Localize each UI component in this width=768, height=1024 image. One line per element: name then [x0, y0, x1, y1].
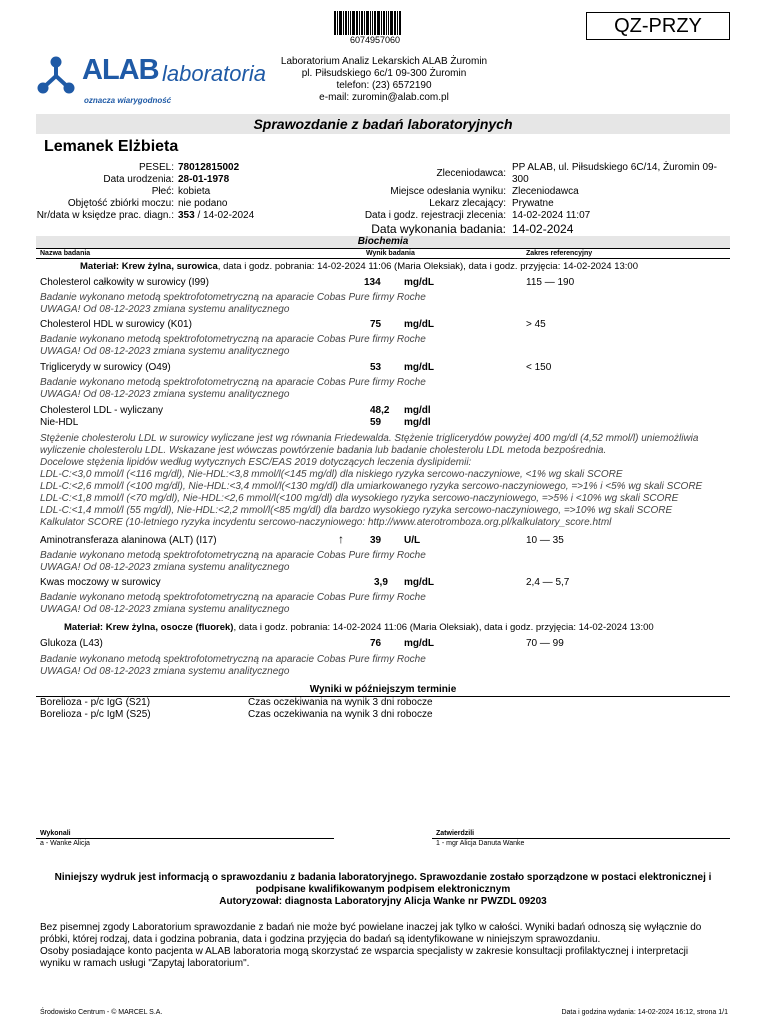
- footer-terms-line: Osoby posiadające konto pacjenta w ALAB laboratoria mogą skorzystać ze wsparcia specjalisty w zakresie konsultacji profilaktycznej i interpretacji: [40, 946, 689, 957]
- stamp-text: QZ-PRZY: [614, 15, 702, 37]
- dob-label: Data urodzenia:: [103, 174, 174, 185]
- ldl-note-line: LDL-C:<1,8 mmol/l (<70 mg/dl), Nie-HDL:<2,6 mmol/l(<100 mg/dl) dla wysokiego ryzyka sercowo-naczyniowego, =>5% i <10% wg skali SCORE: [40, 493, 679, 504]
- test-alt-method: Badanie wykonano metodą spektrofotometryczną na aparacie Cobas Pure firmy Roche: [40, 550, 426, 561]
- test-tg-value: 53: [370, 362, 382, 373]
- test-nonhdl-value: 59: [370, 417, 382, 428]
- col-result: Wynik badania: [366, 250, 415, 257]
- material-1-details: , data i godz. pobrania: 14-02-2024 11:06 (Maria Oleksiak), data i godz. przyjęcia: 14-02-2024 13:00: [217, 261, 638, 272]
- footer-notice: [36, 872, 730, 908]
- test-glu-range: 70 — 99: [526, 638, 564, 649]
- col-name: Nazwa badania: [40, 250, 91, 257]
- test-ldl-value: 48,2: [370, 405, 390, 416]
- send-label: Miejsce odesłania wyniku:: [390, 186, 506, 197]
- lab-address: pl. Piłsudskiego 6c/1 09-300 Żuromin: [301, 68, 467, 79]
- test-ldl-unit: mg/dl: [404, 405, 431, 416]
- test-tg-method: Badanie wykonano metodą spektrofotometryczną na aparacie Cobas Pure firmy Roche: [40, 377, 426, 388]
- sex-label: Płeć:: [151, 186, 174, 197]
- test-glu-value: 76: [370, 638, 382, 649]
- ldl-note-line: wyliczenie cholesterolu LDL. Wskazane jest wówczas powtórzenie badania lub badanie cholesterolu LDL metoda bezpośrednia.: [40, 445, 607, 456]
- barcode-number: 6074957060: [349, 35, 401, 45]
- material-2-details: , data i godz. pobrania: 14-02-2024 11:06 (Maria Oleksiak), data i godz. przyjęcia: 14-02-2024 13:00: [233, 622, 654, 633]
- test-hdl-name: Cholesterol HDL w surowicy (K01): [40, 319, 192, 330]
- pesel-label: PESEL:: [138, 162, 174, 173]
- test-alt-name: Aminotransferaza alaninowa (ALT) (I17): [40, 535, 217, 546]
- nr-date: / 14-02-2024: [197, 210, 255, 221]
- test-hdl-warning: UWAGA! Od 08-12-2023 zmiana systemu analitycznego: [40, 346, 290, 357]
- test-hdl-unit: mg/dL: [404, 319, 434, 330]
- alab-logo: [36, 54, 266, 110]
- test-alt-warning: UWAGA! Od 08-12-2023 zmiana systemu analitycznego: [40, 562, 290, 573]
- approved-label: Zatwierdzili: [436, 830, 475, 837]
- done-value: a - Wanke Alicja: [40, 840, 90, 847]
- test-hdl-method: Badanie wykonano metodą spektrofotometryczną na aparacie Cobas Pure firmy Roche: [40, 334, 426, 345]
- columns-bottom-rule: [36, 258, 730, 259]
- later-row-name: Borelioza - p/c IgG (S21): [40, 697, 151, 708]
- ldl-notes: [40, 433, 730, 529]
- logo-sub: laboratoria: [162, 61, 266, 86]
- bottom-right: Data i godzina wydania: 14-02-2024 16:12, strona 1/1: [561, 1009, 728, 1016]
- test-uric-warning: UWAGA! Od 08-12-2023 zmiana systemu analitycznego: [40, 604, 290, 615]
- footer-terms-line: Bez pisemnej zgody Laboratorium sprawozdanie z badań nie może być powielane inaczej jak tylko w całości. Wyniki badań odnoszą się wyłącznie do: [40, 922, 702, 933]
- test-glu-name: Glukoza (L43): [40, 638, 103, 649]
- send-value: Zleceniodawca: [512, 186, 579, 197]
- test-chol-range: 115 — 190: [526, 277, 575, 288]
- done-label: Wykonali: [40, 830, 71, 837]
- ldl-note-line: LDL-C:<2,6 mmol/l (<100 mg/dl), Nie-HDL:<3,4 mmol/l(<130 mg/dl) dla umiarkowanego ryzyka sercowo-naczyniowego, =>1% i <5% wg skali SCORE: [40, 481, 703, 492]
- patient-block: [36, 162, 366, 222]
- lab-phone: telefon: (23) 6572190: [336, 80, 432, 91]
- test-glu-warning: UWAGA! Od 08-12-2023 zmiana systemu analitycznego: [40, 666, 290, 677]
- test-hdl-range: > 45: [526, 319, 546, 330]
- doctor-label: Lekarz zlecający:: [429, 198, 506, 209]
- test-tg-unit: mg/dL: [404, 362, 434, 373]
- ldl-note-line: Kalkulator SCORE (10-letniego ryzyka incydentu sercowo-naczyniowego: http://www.aterotromboza.org.pl/kalkulatory_score.html: [40, 517, 612, 528]
- dob-value: 28-01-1978: [178, 174, 230, 185]
- stamp-box: [586, 12, 730, 40]
- later-row-name: Borelioza - p/c IgM (S25): [40, 709, 151, 720]
- test-chol-value: 134: [364, 277, 381, 288]
- test-uric-unit: mg/dL: [404, 577, 434, 588]
- test-uric-method: Badanie wykonano metodą spektrofotometryczną na aparacie Cobas Pure firmy Roche: [40, 592, 426, 603]
- ldl-note-line: Stężenie cholesterolu LDL w surowicy wyliczane jest wg równania Friedewalda. Stężenie triglicerydów powyżej 400 mg/dl (4,52 mmol/l) uniemożliwia: [40, 433, 699, 444]
- report-title-bar: [36, 114, 730, 134]
- sex-value: kobieta: [178, 186, 211, 197]
- volume-value: nie podano: [178, 198, 228, 209]
- exec-label: Data wykonania badania:: [371, 222, 506, 236]
- footer-notice-line: Niniejszy wydruk jest informacją o sprawozdaniu z badania laboratoryjnego. Sprawozdanie zostało sporządzone w postaci elektronicznej i: [54, 872, 712, 883]
- test-tg-warning: UWAGA! Od 08-12-2023 zmiana systemu analitycznego: [40, 389, 290, 400]
- test-tg-range: < 150: [526, 362, 552, 373]
- later-row-info: Czas oczekiwania na wynik 3 dni robocze: [248, 697, 433, 708]
- test-ldl-name: Cholesterol LDL - wyliczany: [40, 405, 164, 416]
- test-chol-warning: UWAGA! Od 08-12-2023 zmiana systemu analitycznego: [40, 304, 290, 315]
- section-bar: [36, 236, 730, 248]
- test-glu-unit: mg/dL: [404, 638, 434, 649]
- ldl-note-line: LDL-C:<3,0 mmol/l (<116 mg/dl), Nie-HDL:<3,8 mmol/l(<145 mg/dl) dla niskiego ryzyka sercowo-naczyniowe, <1% wg skali SCORE: [40, 469, 623, 480]
- exec-value: 14-02-2024: [512, 222, 574, 236]
- lab-name: Laboratorium Analiz Lekarskich ALAB Żuromin: [280, 56, 488, 67]
- test-alt-unit: U/L: [404, 535, 421, 546]
- test-glu-method: Badanie wykonano metodą spektrofotometryczną na aparacie Cobas Pure firmy Roche: [40, 654, 426, 665]
- test-uric-value: 3,9: [374, 577, 388, 588]
- lab-info: [256, 56, 512, 104]
- test-nonhdl-name: Nie-HDL: [40, 417, 79, 428]
- footer-terms-line: próbki, której rodzaj, data i godzina pobrania, data i godzina przyjęcia do badań są identyfikowane w niniejszym sprawozdaniu.: [40, 934, 601, 945]
- report-title: Sprawozdanie z badań laboratoryjnych: [253, 116, 513, 132]
- material-1: [80, 261, 638, 273]
- footer-notice-line: Autoryzował: diagnosta Laboratoryjny Alicja Wanke nr PWZDL 09203: [219, 896, 547, 907]
- test-uric-name: Kwas moczowy w surowicy: [40, 577, 161, 588]
- pesel-value: 78012815002: [178, 162, 240, 173]
- logo-brand: ALAB: [82, 54, 159, 86]
- reg-value: 14-02-2024 11:07: [512, 210, 591, 221]
- test-alt-range: 10 — 35: [526, 535, 564, 546]
- test-chol-method: Badanie wykonano metodą spektrofotometryczną na aparacie Cobas Pure firmy Roche: [40, 292, 426, 303]
- test-tg-name: Triglicerydy w surowicy (O49): [40, 362, 171, 373]
- barcode: [334, 11, 416, 46]
- later-results-title: Wyniki w późniejszym terminie: [309, 684, 457, 695]
- nr-value: 353: [178, 210, 195, 221]
- test-uric-range: 2,4 — 5,7: [526, 577, 570, 588]
- orderer-value: PP ALAB, ul. Piłsudskiego 6C/14, Żuromin 09-300: [512, 162, 717, 185]
- volume-label: Objętość zbiórki moczu:: [67, 198, 174, 209]
- barcode-bars: [334, 11, 416, 35]
- orderer-label: Zleceniodawca:: [436, 168, 506, 179]
- approved-value: 1 - mgr Alicja Danuta Wanke: [436, 840, 525, 847]
- logo-tagline: oznacza wiarygodność: [84, 96, 172, 105]
- bottom-left: Środowisko Centrum - © MARCEL S.A.: [40, 1009, 163, 1016]
- footer-terms: [40, 922, 730, 970]
- material-2: [64, 622, 654, 634]
- test-nonhdl-unit: mg/dl: [404, 417, 431, 428]
- nr-label: Nr/data w księdze prac. diagn.:: [36, 210, 174, 221]
- col-range: Zakres referencyjny: [526, 250, 593, 257]
- footer-terms-line: wyniku w ramach usługi "Zapytaj laboratorium".: [40, 958, 250, 969]
- test-hdl-value: 75: [370, 319, 382, 330]
- material-2-type: Materiał: Krew żylna, osocze (fluorek): [64, 622, 234, 633]
- section-title: Biochemia: [357, 236, 409, 247]
- order-block: [330, 162, 730, 236]
- test-alt-value: 39: [370, 535, 382, 546]
- ldl-note-line: LDL-C:<1,4 mmol/l (55 mg/dl), Nie-HDL:<2,2 mmol/l(<85 mg/dl) dla bardzo wysokiego ryzyka sercowo-naczyniowego, =>10% wg skali SCORE: [40, 505, 673, 516]
- patient-name: Lemanek Elżbieta: [44, 138, 179, 155]
- ldl-note-line: Docelowe stężenia lipidów według wytycznych ESC/EAS 2019 dotyczących leczenia dyslipidemii:: [40, 457, 472, 468]
- lab-email: e-mail: zuromin@alab.com.pl: [319, 92, 449, 103]
- high-flag-icon: ↑: [338, 532, 344, 546]
- test-chol-name: Cholesterol całkowity w surowicy (I99): [40, 277, 209, 288]
- material-1-type: Materiał: Krew żylna, surowica: [80, 261, 218, 272]
- logo-icon: [36, 56, 76, 96]
- doctor-value: Prywatne: [512, 198, 554, 209]
- reg-label: Data i godz. rejestracji zlecenia:: [364, 210, 506, 221]
- test-chol-unit: mg/dL: [404, 277, 434, 288]
- later-row-info: Czas oczekiwania na wynik 3 dni robocze: [248, 709, 433, 720]
- footer-notice-line: podpisane kwalifikowanym podpisem elektronicznym: [255, 884, 511, 895]
